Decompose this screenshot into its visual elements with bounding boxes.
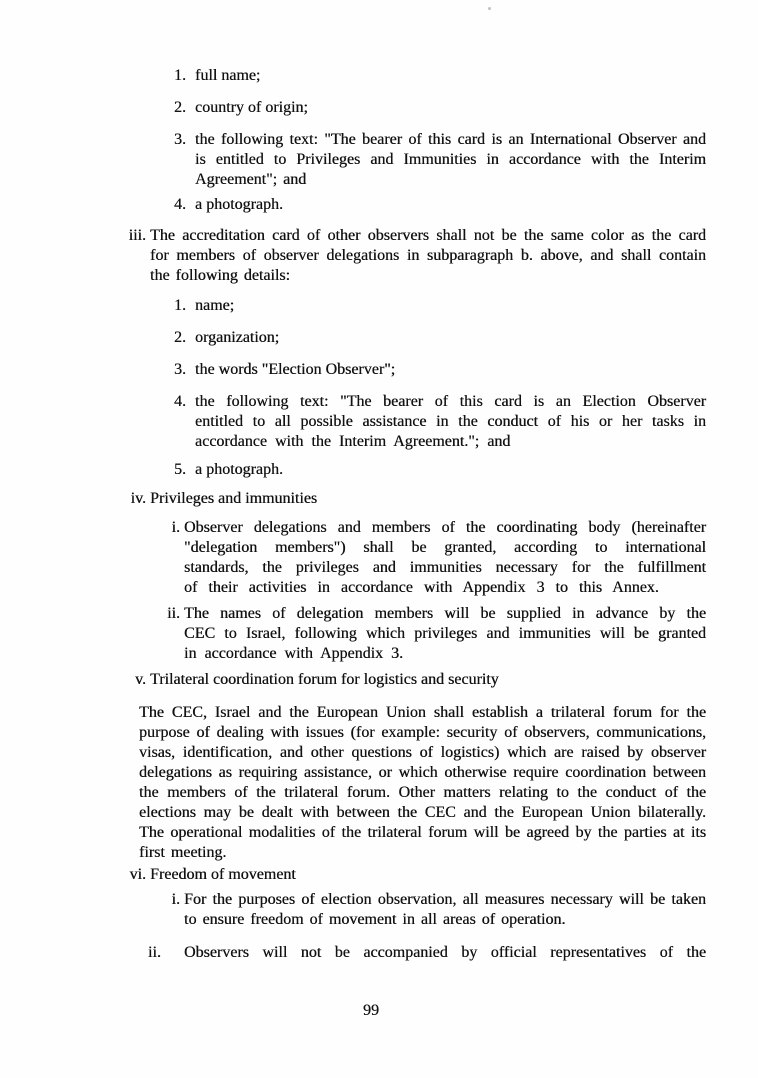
clause-text: Freedom of movement — [150, 866, 296, 883]
sub-item-iv-i — [0, 518, 758, 598]
sub-item-text: For the purposes of election observation, all measures necessary will be taken to ensure freedom of movement in all areas of operation. — [184, 891, 706, 928]
clause-v-paragraph — [0, 703, 758, 863]
sub-item-vi-i — [0, 890, 758, 930]
paragraph-text: The CEC, Israel and the European Union shall establish a trilateral forum for the purpose of dealing with issues (for example: security of observers, communications, visas, identification, and other questions of logistics) which are raised by observer delegations as requiring assistance, or which otherwise require coordination between the members of the trilateral forum. Other matters relating to the conduct of the elections may be dealt with between the CEC and the European Union bilaterally. The operational modalities of the trilateral forum will be agreed by the parties at its first meeting. — [139, 704, 706, 861]
list-item-b4 — [0, 392, 758, 452]
clause-iii — [0, 226, 758, 286]
page-number: 99 — [363, 1002, 379, 1019]
sub-item-text: The names of delegation members will be supplied in advance by the CEC to Israel, following which privileges and immunities will be granted in accordance with Appendix 3. — [184, 605, 706, 662]
list-item-text: name; — [195, 297, 235, 314]
list-item-a2 — [0, 98, 758, 118]
list-item-text: a photograph. — [195, 196, 283, 213]
list-item-marker: 3. — [174, 361, 186, 378]
list-item-marker: 1. — [174, 67, 186, 84]
list-item-marker: 5. — [174, 461, 186, 478]
list-item-text: the following text: "The bearer of this card is an International Observer and is entitled to Privileges and Immunities in accordance with the Interim Agreement"; and — [195, 131, 706, 188]
list-item-text: full name; — [195, 67, 261, 84]
sub-item-text: Observers will not be accompanied by official representatives of the — [184, 944, 706, 961]
list-item-b1 — [0, 296, 758, 316]
list-item-marker: 1. — [174, 297, 186, 314]
sub-item-marker: i. — [171, 891, 180, 908]
sub-item-marker: i. — [171, 519, 180, 536]
clause-vi-heading — [0, 865, 758, 885]
list-item-marker: 3. — [174, 131, 186, 148]
list-item-text: the following text: "The bearer of this card is an Election Observer entitled to all possible assistance in the conduct of his or her tasks in accordance with the Interim Agreement."; and — [195, 393, 706, 450]
clause-text: Trilateral coordination forum for logistics and security — [150, 671, 499, 688]
clause-marker: vi. — [129, 866, 146, 883]
clause-marker: iv. — [130, 490, 146, 507]
list-item-marker: 2. — [174, 99, 186, 116]
list-item-marker: 4. — [174, 393, 186, 410]
sub-item-vi-ii — [0, 943, 758, 963]
list-item-text: the words "Election Observer"; — [195, 361, 396, 378]
list-item-text: country of origin; — [195, 99, 308, 116]
list-item-b3 — [0, 360, 758, 380]
sub-item-marker: ii. — [167, 605, 180, 622]
clause-text: Privileges and immunities — [150, 490, 318, 507]
clause-marker: iii. — [128, 227, 146, 244]
scan-speck — [488, 7, 491, 10]
sub-item-marker: ii. — [148, 944, 161, 961]
list-item-a3 — [0, 130, 758, 190]
clause-iv-heading — [0, 489, 758, 509]
list-item-b5 — [0, 460, 758, 480]
list-item-marker: 2. — [174, 329, 186, 346]
list-item-b2 — [0, 328, 758, 348]
clause-v-heading — [0, 670, 758, 690]
list-item-a4 — [0, 195, 758, 215]
clause-marker: v. — [135, 671, 146, 688]
list-item-text: a photograph. — [195, 461, 283, 478]
clause-text: The accreditation card of other observers shall not be the same color as the card for members of observer delegations in subparagraph b. above, and shall contain the following details: — [150, 227, 706, 284]
list-item-marker: 4. — [174, 196, 186, 213]
sub-item-iv-ii — [0, 604, 758, 664]
sub-item-text: Observer delegations and members of the coordinating body (hereinafter "delegation members") shall be granted, according to international standards, the privileges and immunities necessary for the fulfillment of their activities in accordance with Appendix 3 to this Annex. — [184, 519, 706, 596]
list-item-text: organization; — [195, 329, 280, 346]
list-item-a1 — [0, 66, 758, 86]
